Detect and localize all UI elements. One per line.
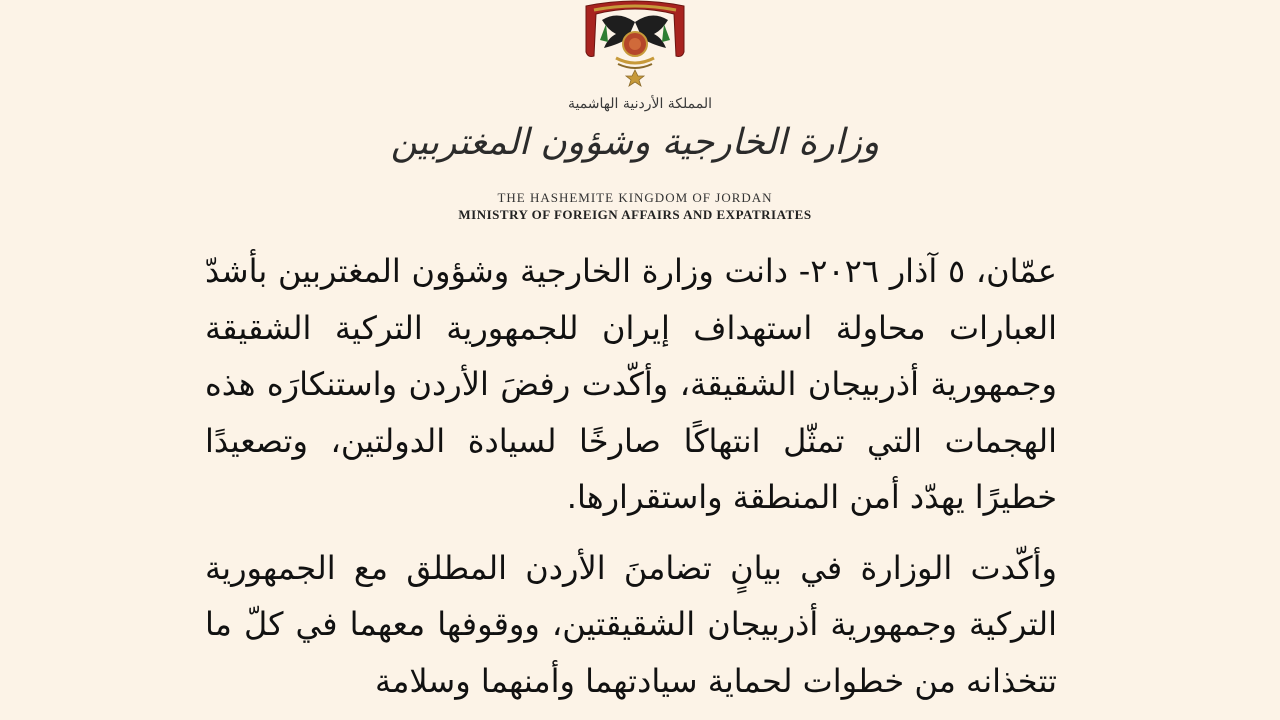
statement-paragraph-2: وأكّدت الوزارة في بيانٍ تضامنَ الأردن المطلق مع الجمهورية التركية وجمهورية أذربيجان الشقيقتين، ووقوفها معهما في كلّ ما تتخذانه من خطوات لحماية سيادتهما وأمنهما وسلامة (205, 548, 1057, 700)
statement-paragraph-1: عمّان، ٥ آذار ٢٠٢٦- دانت وزارة الخارجية وشؤون المغتربين بأشدّ العبارات محاولة استهداف إيران للجمهورية التركية الشقيقة وجمهورية أذربيجان الشقيقة، وأكّدت رفضَ الأردن واستنكارَه هذه الهجمات التي تمثّل انتهاكًا صارخًا لسيادة الدولتين، وتصعيدًا خطيرًا يهدّد أمن المنطقة واستقرارها. (205, 252, 1058, 516)
kingdom-name-arabic: المملكة الأردنية الهاشمية (567, 96, 713, 112)
kingdom-name-english: THE HASHEMITE KINGDOM OF JORDAN (497, 190, 773, 205)
ministry-name-arabic: وزارة الخارجية وشؤون المغتربين (390, 122, 880, 163)
jordan-coat-of-arms-icon (578, 0, 692, 90)
statement-body (205, 243, 1057, 720)
ministry-name-english: MINISTRY OF FOREIGN AFFAIRS AND EXPATRIATES (458, 207, 812, 222)
